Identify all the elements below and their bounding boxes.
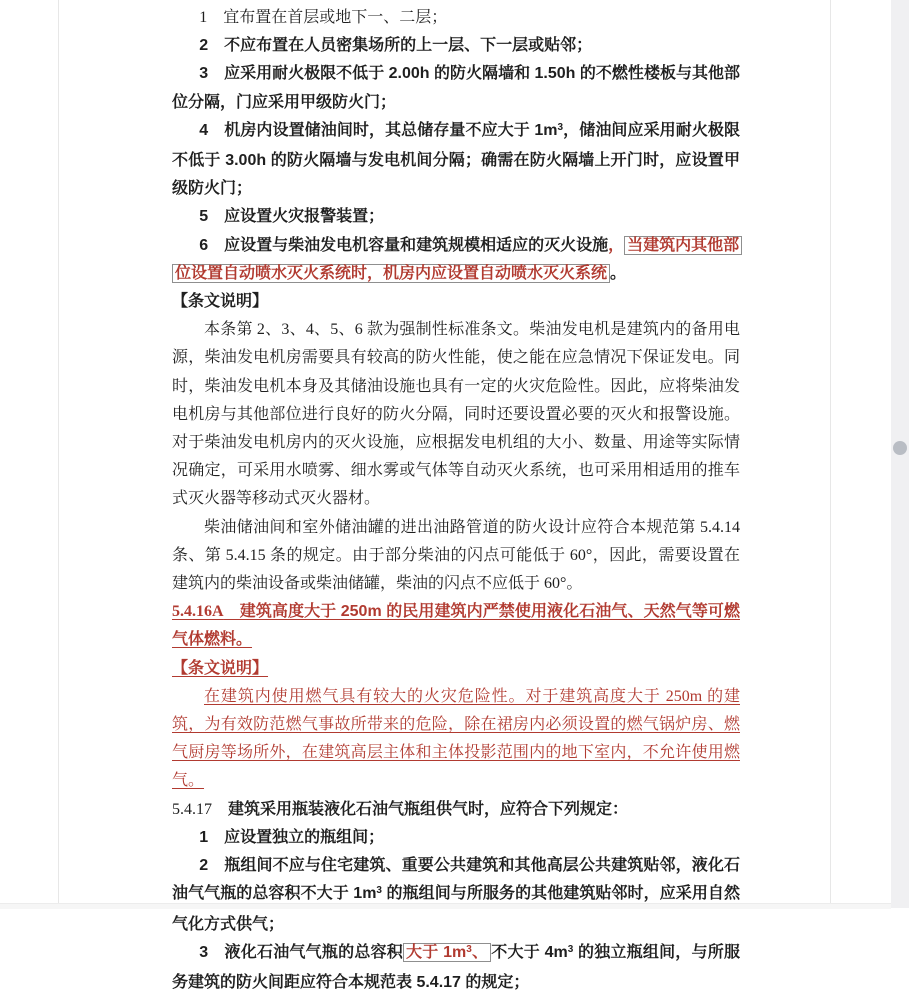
text-run: 【条文说明】 xyxy=(172,293,269,311)
document-page xyxy=(172,4,740,997)
text-run: 的瓶组间与所服务的其他建筑贴邻时，应采用自然气化方式供气； xyxy=(172,885,740,933)
text-run: 。 xyxy=(610,264,627,282)
clause-item-6 xyxy=(172,232,740,288)
text-run: 5 应设置火灾报警装置； xyxy=(199,208,385,226)
scrollbar-track[interactable] xyxy=(891,0,909,908)
commentary-paragraph-1 xyxy=(172,316,740,513)
clause-item-3 xyxy=(172,60,740,116)
commentary-paragraph-2 xyxy=(172,514,740,599)
text-run: 、 xyxy=(471,943,489,961)
text-run: 2 瓶组间不应与住宅建筑、重要公共建筑和其他高层公共建筑贴邻，液化石油气气瓶的总容积不大于 1m xyxy=(172,857,740,903)
text-run: 3 xyxy=(376,885,382,897)
text-run: 【条文说明】 xyxy=(172,659,269,677)
text-run: 5.4.17 xyxy=(172,800,212,818)
scrollbar-thumb[interactable] xyxy=(893,441,907,455)
text-run: 建筑高度大于 250m 的民用建筑内严禁使用液化石油气、天然气等可燃气体燃料。 xyxy=(172,603,740,649)
text-run: 当建筑内其他部位设置自动喷水灭火系统时，机房内应设置自动喷水灭火系统 xyxy=(175,236,740,282)
commentary-heading xyxy=(172,288,740,316)
clause-item-2 xyxy=(172,32,740,60)
text-run: 大于 1m xyxy=(406,943,467,961)
clause-5-4-17-item-3 xyxy=(172,939,740,997)
red-box-annotation xyxy=(403,943,491,962)
text-run: 3 xyxy=(557,121,564,133)
page-left-border xyxy=(58,0,59,908)
commentary-paragraph-red xyxy=(172,683,740,796)
text-run: 柴油储油间和室外储油罐的进出油路管道的防火设计应符合本规范第 5.4.14 条、第 5.4.15 条的规定。由于部分柴油的闪点可能低于 60°，因此，需要设置在建筑内的柴油设备或柴油储罐，柴油的闪点不应低于 60°。 xyxy=(172,518,740,593)
clause-5-4-17-item-2 xyxy=(172,852,740,939)
text-run: ， xyxy=(608,236,625,254)
clause-5-4-17-item-1 xyxy=(172,824,740,852)
text-run: 5.4.16A xyxy=(172,603,224,621)
text-run: 6 应设置与柴油发电机容量和建筑规模相适应的灭火设施 xyxy=(199,236,609,254)
text-run: 4 机房内设置储油间时，其总储存量不应大于 1m xyxy=(199,121,558,139)
clause-item-5 xyxy=(172,203,740,231)
clause-5-4-17 xyxy=(172,796,740,824)
text-run: 1 应设置独立的瓶组间； xyxy=(199,828,385,846)
commentary-heading-red xyxy=(172,655,740,683)
text-run: 3 xyxy=(466,943,472,955)
text-run: 3 液化石油气气瓶的总容积 xyxy=(199,943,403,961)
clause-5-4-16A xyxy=(172,598,740,654)
text-run: 3 应采用耐火极限不低于 2.00h 的防火隔墙和 1.50h 的不燃性楼板与其他部位分隔，门应采用甲级防火门； xyxy=(172,65,740,111)
text-run: 2 不应布置在人员密集场所的上一层、下一层或贴邻； xyxy=(199,37,593,55)
text-run: 在建筑内使用燃气具有较大的火灾危险性。对于建筑高度大于 250m 的建筑，为有效防范燃气事故所带来的危险，除在裙房内必须设置的燃气锅炉房、燃气厨房等场所外，在建筑高层主体和主体投影范围内的地下室内，不允许使用燃气。 xyxy=(172,687,740,790)
text-run: ，储油间应采用耐火极限不低于 3.00h 的防火隔墙与发电机间分隔；确需在防火隔墙上开门时，应设置甲级防火门； xyxy=(172,121,740,198)
text-run: 1 宜布置在首层或地下一、二层； xyxy=(199,9,448,26)
page-right-border xyxy=(830,0,831,908)
text-run: 不大于 4m xyxy=(491,943,568,961)
clause-item-4 xyxy=(172,117,740,204)
text-run: 的独立瓶组间，与所服务建筑的防火间距应符合本规范表 5.4.17 的规定； xyxy=(172,943,740,991)
text-run: 3 xyxy=(567,943,574,955)
window-bottom-edge xyxy=(0,903,891,909)
text-run: 本条第 2、3、4、5、6 款为强制性标准条文。柴油发电机是建筑内的备用电源，柴油发电机房需要具有较高的防火性能，使之能在应急情况下保证发电。同时，柴油发电机本身及其储油设施也具有一定的火灾危险性。因此，应将柴油发电机房与其他部位进行良好的防火分隔，同时还要设置必要的灭火和报警设施。对于柴油发电机房内的灭火设施，应根据发电机组的大小、数量、用途等实际情况确定，可采用水喷雾、细水雾或气体等自动灭火系统，也可采用相适用的推车式灭火器等移动式灭火器材。 xyxy=(172,321,740,508)
text-run: 建筑采用瓶装液化石油气瓶组供气时，应符合下列规定： xyxy=(212,800,629,818)
clause-item-1 xyxy=(172,4,740,32)
